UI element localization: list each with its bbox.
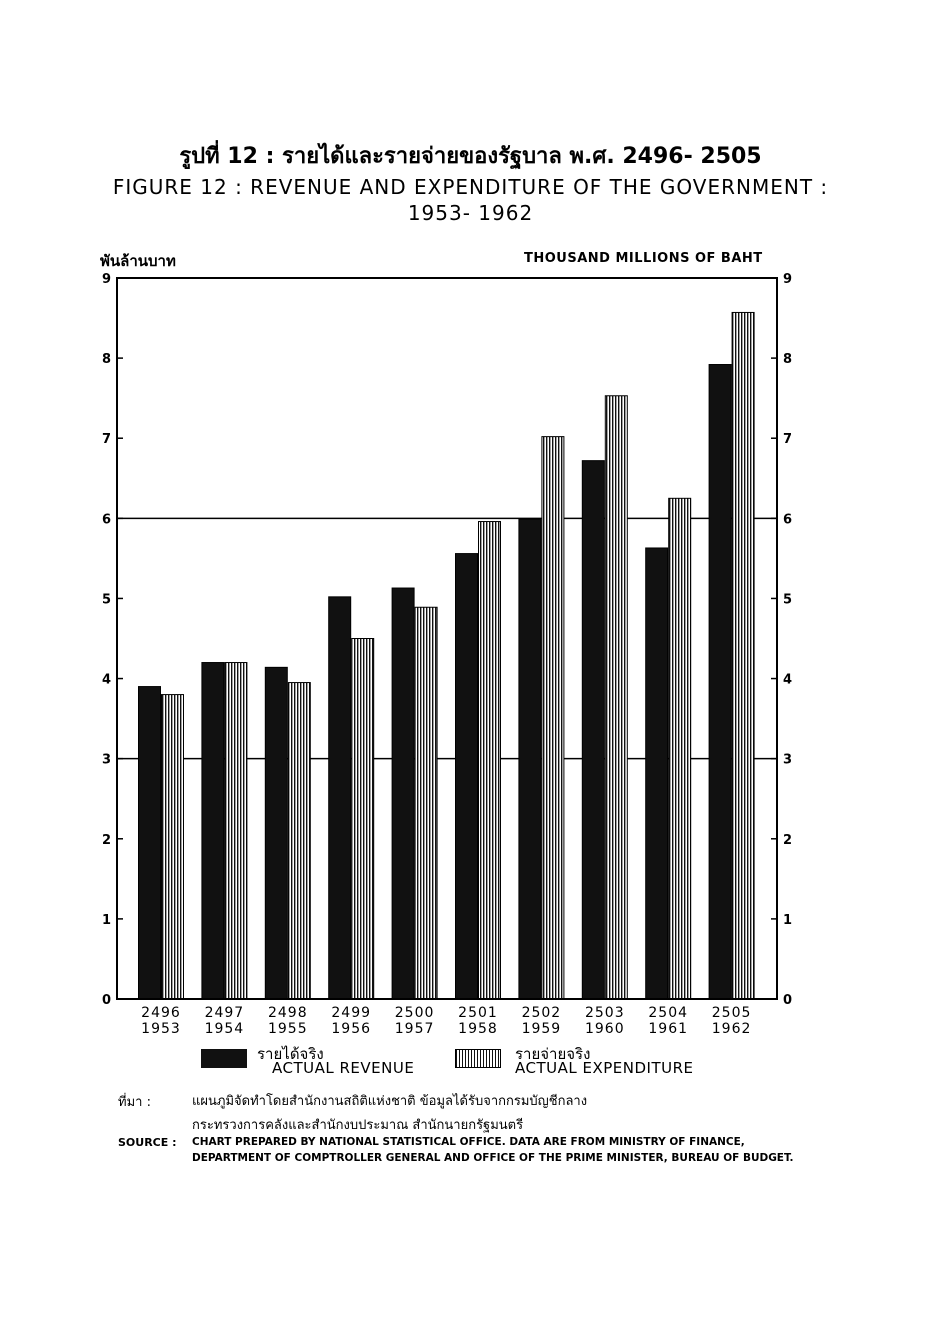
x-tick-label-ad: 1956: [331, 1021, 372, 1037]
bar-revenue: [392, 588, 414, 999]
bar-expenditure: [415, 607, 437, 999]
x-tick-label-ad: 1957: [394, 1021, 435, 1037]
source-text-line1: CHART PREPARED BY NATIONAL STATISTICAL OFFICE. DATA ARE FROM MINISTRY OF FINANCE,: [192, 1136, 745, 1148]
chart-title-thai: รูปที่ 12 : รายได้และรายจ่ายของรัฐบาล พ.ศ. 2496- 2505: [179, 144, 762, 169]
x-tick-label-ad: 1961: [648, 1021, 689, 1037]
x-tick-label-ad: 1962: [711, 1021, 752, 1037]
x-tick-label-be: 2496: [141, 1005, 181, 1021]
legend-revenue-swatch: [201, 1049, 247, 1068]
x-tick-label-ad: 1960: [584, 1021, 625, 1037]
bar-expenditure: [542, 437, 564, 999]
x-tick-label-be: 2498: [267, 1005, 308, 1021]
x-tick-label-ad: 1953: [141, 1021, 181, 1037]
y-tick-label-left: 3: [101, 752, 111, 768]
legend-revenue-label: ACTUAL REVENUE: [272, 1059, 415, 1077]
chart-title-years: 1953- 1962: [407, 201, 534, 225]
source-text-thai-line1: แผนภูมิจัดทำโดยสำนักงานสถิติแห่งชาติ ข้อมูลได้รับจากกรมบัญชีกลาง: [192, 1094, 588, 1109]
y-tick-label-left: 1: [101, 912, 111, 928]
x-tick-label-ad: 1955: [267, 1021, 308, 1037]
x-tick-label-be: 2500: [394, 1005, 435, 1021]
legend-revenue-label-thai: รายได้จริง: [257, 1045, 324, 1063]
bar-revenue: [202, 663, 224, 999]
y-tick-label-left: 4: [101, 672, 111, 688]
bar-revenue: [139, 687, 161, 999]
bar-expenditure: [352, 639, 374, 1000]
bar-expenditure: [732, 312, 754, 999]
x-tick-label-be: 2502: [521, 1005, 562, 1021]
y-tick-label-right: 5: [783, 592, 793, 608]
bar-expenditure: [605, 396, 627, 999]
y-tick-label-right: 3: [783, 752, 793, 768]
x-tick-label-be: 2504: [648, 1005, 689, 1021]
y-axis-label-left: พันล้านบาท: [100, 252, 176, 270]
y-tick-label-left: 0: [101, 993, 111, 1008]
y-tick-label-left: 2: [101, 832, 111, 848]
bar-revenue: [646, 548, 668, 999]
bar-expenditure: [479, 522, 501, 999]
source-label: SOURCE :: [118, 1136, 177, 1149]
x-tick-label-be: 2497: [204, 1005, 245, 1021]
x-tick-label-be: 2501: [458, 1005, 498, 1021]
bar-expenditure: [669, 498, 691, 999]
y-tick-label-right: 1: [783, 912, 793, 928]
x-tick-label-be: 2505: [711, 1005, 752, 1021]
y-tick-label-right: 6: [783, 512, 793, 528]
bar-revenue: [519, 519, 541, 999]
source-label-thai: ที่มา :: [118, 1095, 151, 1110]
x-tick-label-ad: 1954: [204, 1021, 245, 1037]
y-tick-label-left: 5: [101, 592, 111, 608]
bar-revenue: [456, 554, 478, 999]
y-axis-label-right: THOUSAND MILLIONS OF BAHT: [524, 251, 763, 266]
legend-expenditure-label-thai: รายจ่ายจริง: [515, 1045, 591, 1063]
x-tick-label-ad: 1958: [458, 1021, 498, 1037]
x-axis-labels: [141, 1005, 751, 1037]
y-tick-label-right: 8: [783, 352, 793, 368]
y-tick-label-right: 9: [783, 272, 793, 287]
x-tick-label-be: 2499: [331, 1005, 372, 1021]
chart-title-english: FIGURE 12 : REVENUE AND EXPENDITURE OF THE GOVERNMENT :: [112, 175, 829, 199]
bar-expenditure: [162, 695, 184, 999]
bar-expenditure: [288, 683, 310, 999]
bar-revenue: [265, 667, 287, 999]
bar-revenue: [709, 365, 731, 999]
source-text-thai-line2: กระทรวงการคลังและสำนักงบประมาณ สำนักนายกรัฐมนตรี: [192, 1118, 524, 1133]
bar-revenue: [582, 461, 604, 999]
x-tick-label-ad: 1959: [521, 1021, 562, 1037]
y-tick-label-left: 8: [101, 352, 111, 368]
bars: [139, 312, 755, 999]
y-tick-label-left: 7: [101, 432, 111, 448]
legend-expenditure-label: ACTUAL EXPENDITURE: [515, 1059, 694, 1077]
y-tick-label-right: 0: [783, 993, 793, 1008]
y-tick-label-right: 4: [783, 672, 793, 688]
y-tick-label-left: 9: [101, 272, 111, 287]
bar-revenue: [329, 597, 351, 999]
x-tick-label-be: 2503: [584, 1005, 625, 1021]
y-tick-label-left: 6: [101, 512, 111, 528]
bar-expenditure: [225, 663, 247, 999]
y-tick-label-right: 2: [783, 832, 793, 848]
source-text-line2: DEPARTMENT OF COMPTROLLER GENERAL AND OFFICE OF THE PRIME MINISTER, BUREAU OF BUDGET.: [192, 1152, 794, 1164]
legend-expenditure-swatch: [455, 1049, 501, 1068]
y-tick-label-right: 7: [783, 432, 793, 448]
